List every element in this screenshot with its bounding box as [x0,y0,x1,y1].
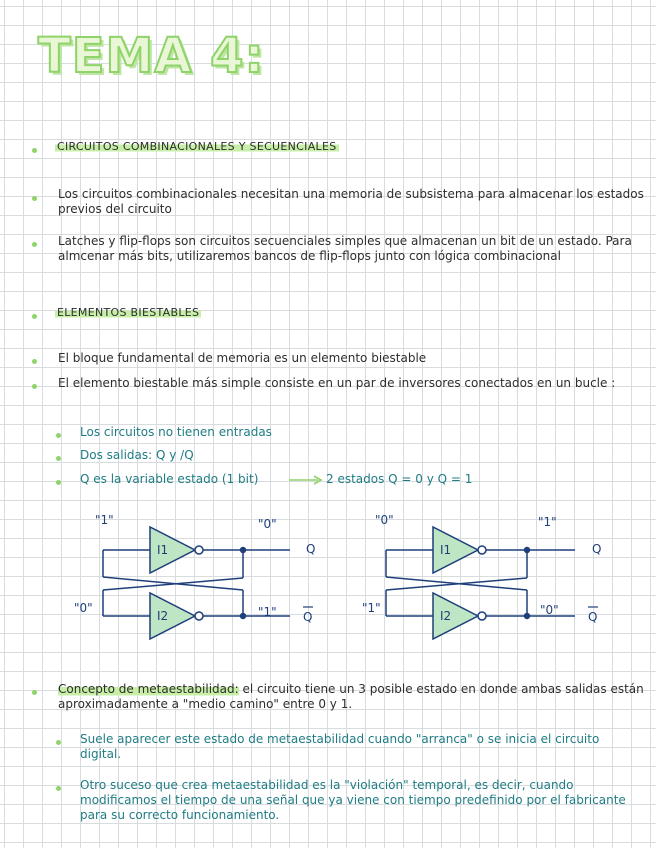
label-q: Q [592,542,602,556]
bullet-dot [32,242,37,247]
label-out-bottom: "1" [258,605,277,619]
arrow-icon [288,474,324,486]
label-q: Q [306,542,316,556]
page-title: TEMA 4: [38,28,265,84]
label-qbar: Q [303,610,313,624]
bullet-dot [32,690,37,695]
label-inv1: I1 [440,543,452,557]
bullet-dot [32,359,37,364]
bullet-dot [32,196,37,201]
bullet-dot [56,456,61,461]
label-inv1: I1 [157,543,169,557]
label-in-bottom: "0" [74,601,93,615]
bullet-dot [56,740,61,745]
paragraph-bloque: El bloque fundamental de memoria es un elemento biestable [58,351,427,365]
paragraph-latches: Latches y flip-flops son circuitos secuenciales simples que almacenan un bit de un estado. Para almcenar más bits, utilizaremos bancos de flip-flops junto con lógica combinacional [58,234,632,263]
label-inv2: I2 [440,609,452,623]
sub-bullet-arranca: Suele aparecer este estado de metaestabilidad cuando "arranca" o se inicia el circuito digital. [80,732,600,761]
label-out-bottom: "0" [540,603,559,617]
paragraph-biestable-simple: El elemento biestable más simple consiste en un par de inversores conectados en un bucle : [58,376,616,390]
latch-left [103,527,290,639]
bullet-dot [56,786,61,791]
sub-bullet-entradas: Los circuitos no tienen entradas [80,425,272,439]
bullet-dot [32,384,37,389]
sub-bullet-violacion: Otro suceso que crea metaestabilidad es la "violación" temporal, es decir, cuando modificamos el tiempo de una señal que ya viene con tiempo predefinido por el fabricante para su correcto funcionamiento. [80,778,626,822]
bistable-diagram [0,500,656,640]
sub-bullet-variable-estado: Q es la variable estado (1 bit) [80,472,259,486]
bullet-dot [32,148,37,153]
label-in-bottom: "1" [362,601,381,615]
paragraph-combinacionales: Los circuitos combinacionales necesitan una memoria de subsistema para almacenar los estados previos del circuito [58,187,644,216]
label-in-top: "0" [375,513,394,527]
label-inv2: I2 [157,609,169,623]
label-in-top: "1" [95,513,114,527]
section-heading-biestables: ELEMENTOS BIESTABLES [57,306,200,319]
bullet-dot [56,480,61,485]
metaestabilidad-definition: el circuito tiene un 3 posible estado en donde ambas salidas están aproximadamente a "medio camino" entre 0 y 1. [58,682,644,711]
bullet-dot [32,314,37,319]
latch-right [386,527,575,639]
label-out-top: "1" [538,515,557,529]
section-heading-circuitos: CIRCUITOS COMBINACIONALES Y SECUENCIALES [57,140,337,153]
paragraph-metaestabilidad [58,682,648,712]
sub-bullet-dos-estados: 2 estados Q = 0 y Q = 1 [326,472,473,486]
bullet-dot [56,433,61,438]
label-out-top: "0" [258,517,277,531]
term-metaestabilidad: Concepto de metaestabilidad: [58,682,239,696]
sub-bullet-salidas: Dos salidas: Q y /Q [80,448,194,462]
label-qbar: Q [588,610,598,624]
